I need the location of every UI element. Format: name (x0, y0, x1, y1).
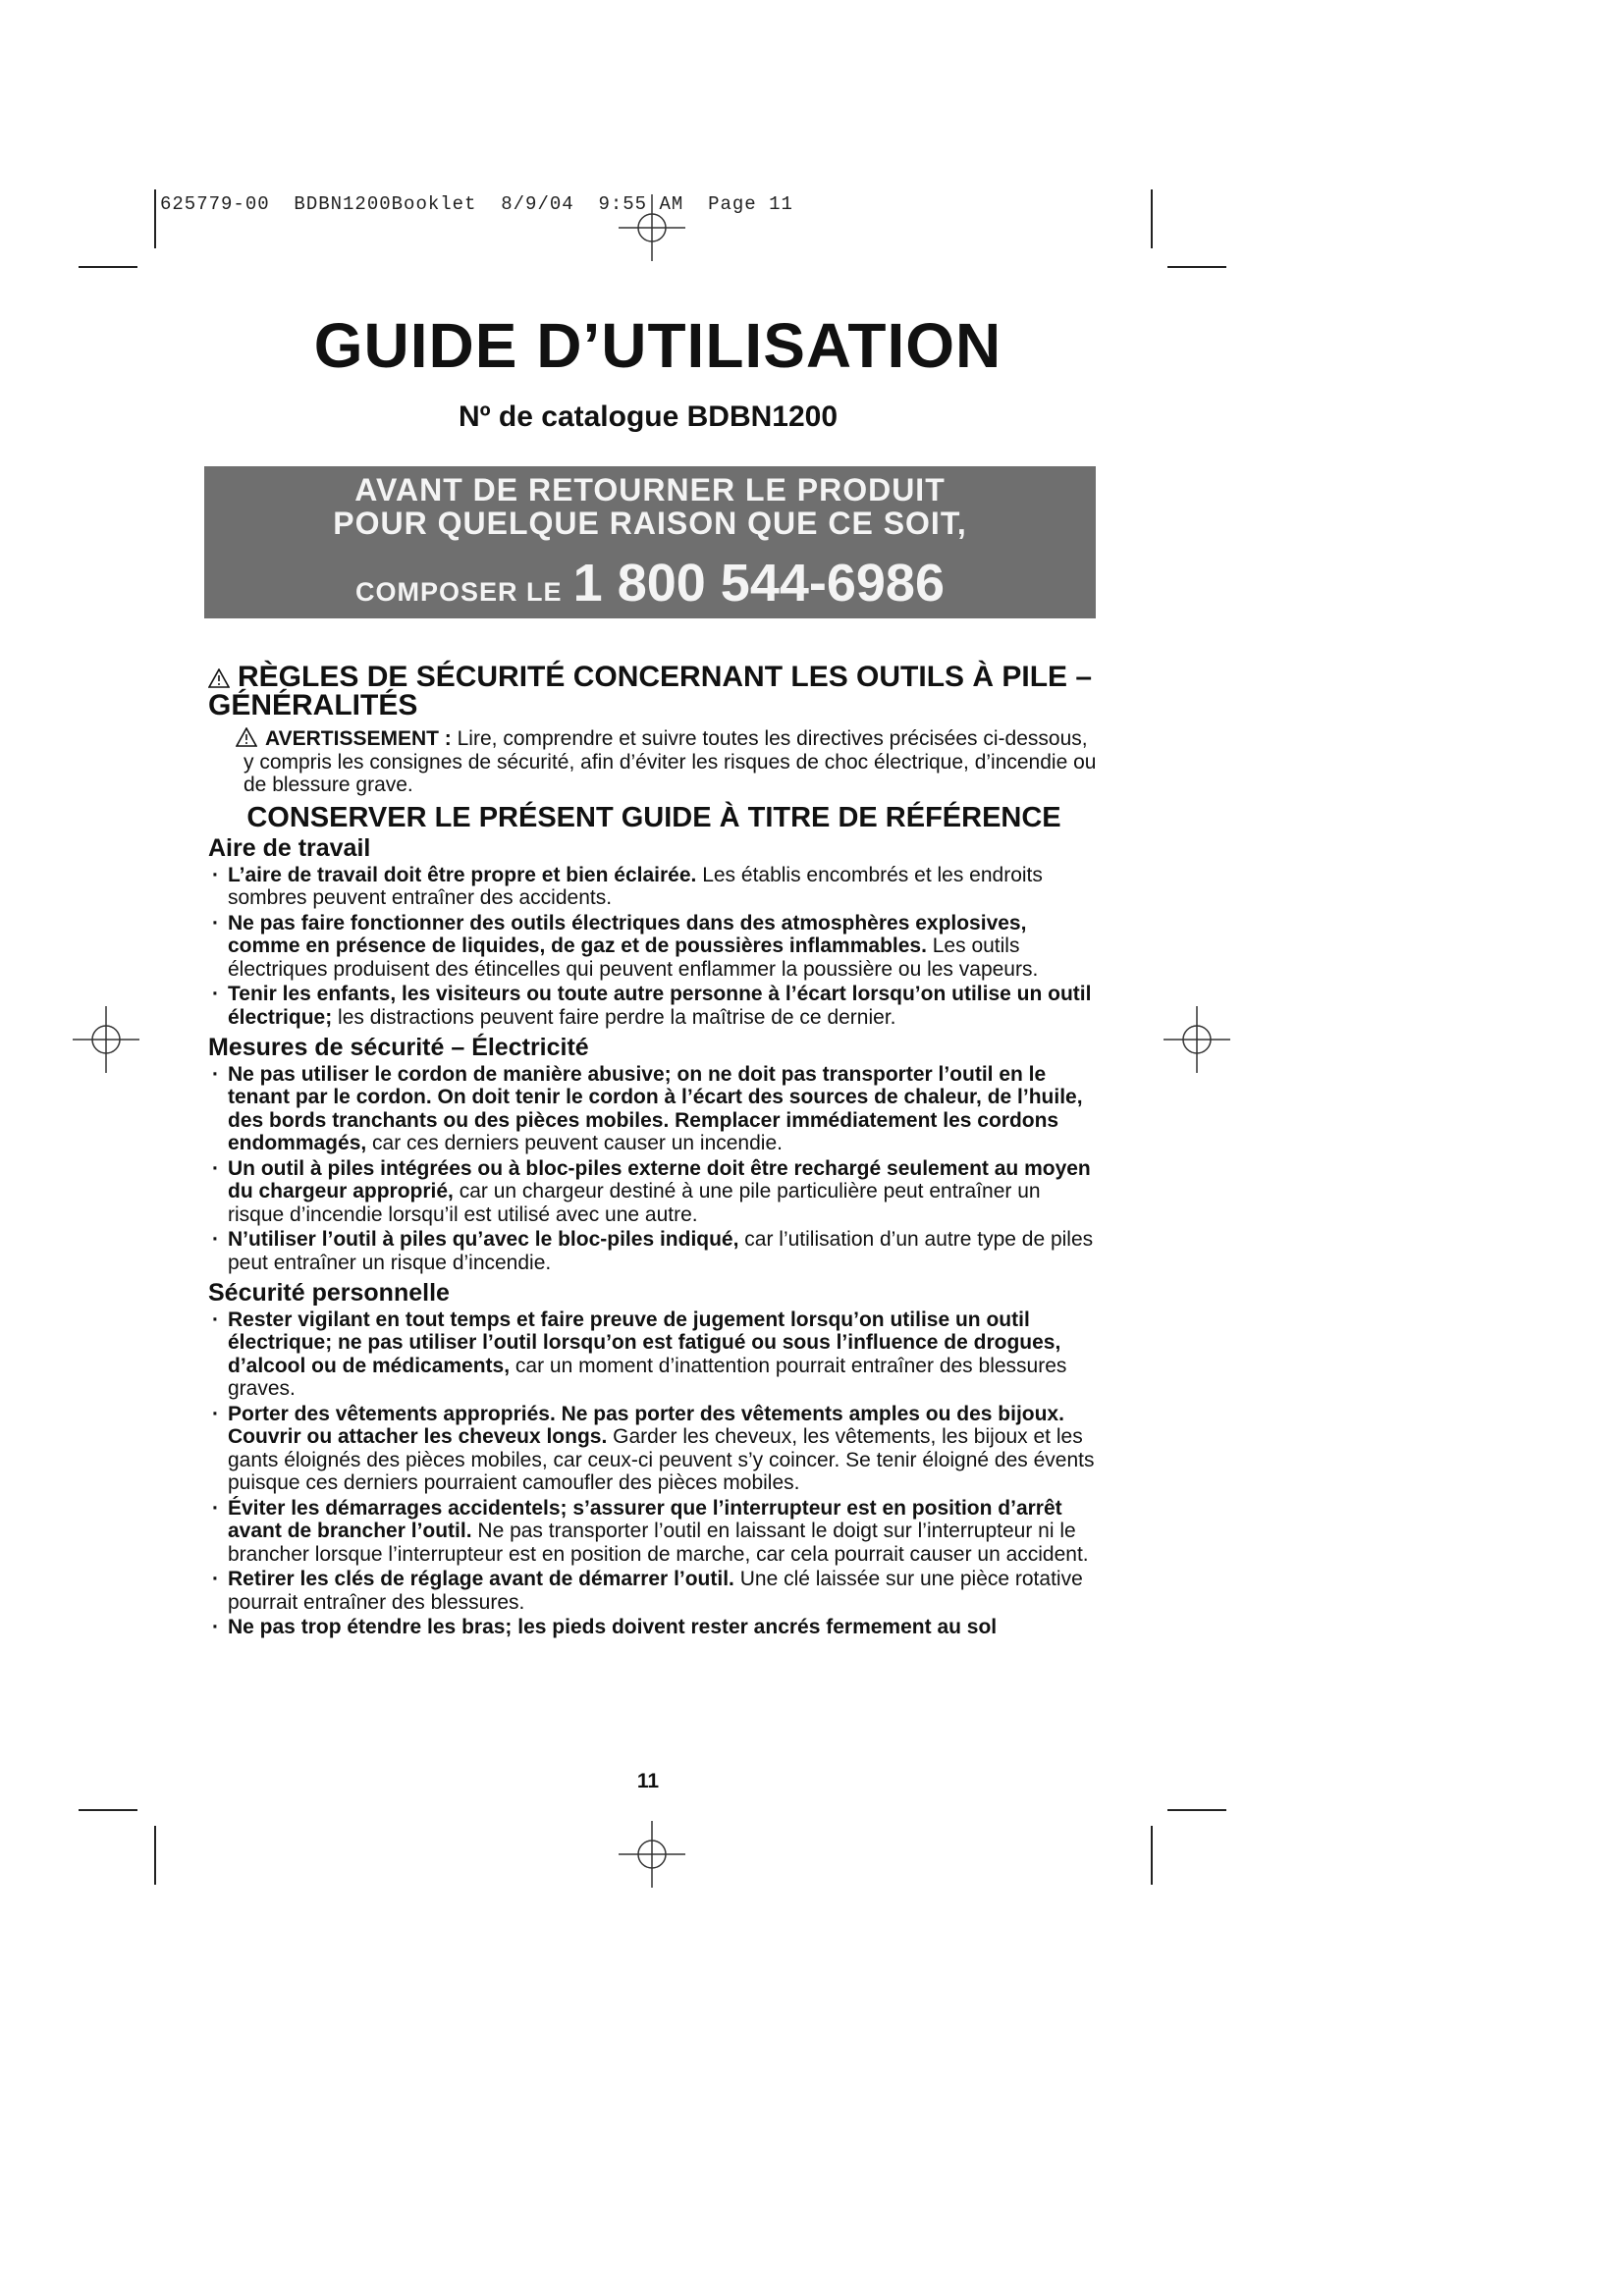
rule-bold: Un outil à piles intégrées ou à bloc-piles externe doit être rechargé seulement au moyen du chargeur approprié, (228, 1156, 1091, 1202)
banner-line-2: POUR QUELQUE RAISON QUE CE SOIT, (333, 506, 967, 541)
registration-mark-icon (71, 1004, 141, 1075)
rule-item (208, 1228, 1100, 1274)
warning-text: Lire, comprendre et suivre toutes les directives précisées ci-dessous, y compris les consignes de sécurité, afin d’éviter les risques de choc électrique, d’incendie ou de blessure grave. (244, 727, 1097, 796)
rule-list (208, 1063, 1100, 1275)
rule-item (208, 1497, 1100, 1567)
return-banner (204, 466, 1096, 618)
rule-item (208, 1157, 1100, 1227)
warning-triangle-icon (236, 727, 257, 747)
rule-item (208, 1403, 1100, 1495)
section-title: Mesures de sécurité – Électricité (208, 1034, 589, 1061)
rule-item (208, 864, 1100, 910)
rule-text: Une clé laissée sur une pièce rotative pourrait entraîner des blessures. (228, 1568, 1083, 1614)
rule-text: car un chargeur destiné à une pile particulière peut entraîner un risque d’incendie lorsqu’il est utilisé avec une autre. (228, 1180, 1041, 1226)
rule-item (208, 912, 1100, 982)
rule-bold: Rester vigilant en tout temps et faire preuve de jugement lorsqu’on utilise un outil électrique; ne pas utiliser l’outil lorsqu’on est fatigué ou sous l’influence de drogues, d’alcool ou de médicaments, (228, 1308, 1061, 1377)
rule-list (208, 1308, 1100, 1639)
section-personal-safety (208, 1279, 1100, 1639)
rules-heading-text: RÈGLES DE SÉCURITÉ CONCERNANT LES OUTILS À PILE – GÉNÉRALITÉS (208, 661, 1093, 721)
rule-item (208, 1063, 1100, 1155)
rule-item (208, 1616, 1100, 1639)
crop-mark (1167, 266, 1226, 268)
crop-mark (1151, 189, 1153, 248)
rule-bold: Éviter les démarrages accidentels; s’assurer que l’interrupteur est en position d’arrêt avant de brancher l’outil. (228, 1496, 1062, 1542)
rule-text: les distractions peuvent faire perdre la maîtrise de ce dernier. (332, 1005, 896, 1029)
catalog-number: Nº de catalogue BDBN1200 (458, 400, 839, 433)
rules-heading (208, 663, 1100, 720)
warning-label: AVERTISSEMENT : (265, 727, 452, 750)
section-title: Sécurité personnelle (208, 1279, 450, 1307)
page-title: GUIDE D’UTILISATION (313, 310, 1002, 381)
banner-compose: COMPOSER LE (355, 577, 563, 607)
rule-text: car ces derniers peuvent causer un incendie. (366, 1132, 783, 1154)
rule-item (208, 1308, 1100, 1401)
rule-bold: N’utiliser l’outil à piles qu’avec le bloc-piles indiqué, (228, 1228, 739, 1251)
rule-bold: Ne pas trop étendre les bras; les pieds doivent rester ancrés fermement au sol (228, 1616, 998, 1638)
section-electrical-safety (208, 1034, 1100, 1274)
page-number: 11 (636, 1770, 660, 1792)
rule-bold: L’aire de travail doit être propre et bien éclairée. (228, 863, 697, 886)
rule-text: Les établis encombrés et les endroits sombres peuvent entraîner des accidents. (228, 863, 1043, 909)
crop-mark (79, 266, 137, 268)
crop-mark (154, 189, 156, 248)
crop-mark (79, 1809, 137, 1811)
rule-text: Garder les cheveux, les vêtements, les bijoux et les gants éloignés des pièces mobiles, car ceux-ci peuvent s’y coincer. Se tenir éloigné des évents puisque ces derniers pourraient camoufler des pièces mobiles. (228, 1425, 1095, 1494)
warning-paragraph (236, 727, 1100, 797)
crop-mark (1167, 1809, 1226, 1811)
rule-text: car l’utilisation d’un autre type de piles peut entraîner un risque d’incendie. (228, 1228, 1094, 1274)
rule-item (208, 983, 1100, 1029)
banner-line-3 (204, 553, 1096, 614)
rule-text: Ne pas transporter l’outil en laissant le doigt sur l’interrupteur ni le brancher lorsque l’interrupteur est en position de marche, car cela pourrait causer un accident. (228, 1520, 1089, 1566)
registration-mark-icon (617, 1819, 687, 1890)
rule-bold: Ne pas utiliser le cordon de manière abusive; on ne doit pas transporter l’outil en le tenant par le cordon. On doit tenir le cordon à l’écart des sources de chaleur, de l’huile, des bords tranchants ou des pièces mobiles. Remplacer immédiatement les cordons endommagés, (228, 1062, 1083, 1154)
rule-list (208, 864, 1100, 1030)
printer-slug: 625779-00 BDBN1200Booklet 8/9/04 9:55 AM Page 11 (160, 193, 793, 215)
banner-phone: 1 800 544-6986 (572, 554, 945, 613)
section-title: Aire de travail (208, 834, 371, 862)
section-work-area (208, 834, 1100, 1029)
keep-guide-heading: CONSERVER LE PRÉSENT GUIDE À TITRE DE RÉFÉRENCE (246, 801, 1061, 833)
crop-mark (1151, 1826, 1153, 1885)
rule-bold: Ne pas faire fonctionner des outils électriques dans des atmosphères explosives, comme en présence de liquides, de gaz et de poussières inflammables. (228, 911, 1027, 957)
safety-rules (208, 663, 1100, 1641)
rule-item (208, 1568, 1100, 1614)
registration-mark-icon (617, 192, 687, 263)
rule-bold: Porter des vêtements appropriés. Ne pas porter des vêtements amples ou des bijoux. Couvrir ou attacher les cheveux longs. (228, 1402, 1064, 1448)
rule-text: car un moment d’inattention pourrait entraîner des blessures graves. (228, 1354, 1067, 1400)
rule-text: Les outils électriques produisent des étincelles qui peuvent enflammer la poussière ou les vapeurs. (228, 934, 1039, 981)
registration-mark-icon (1162, 1004, 1232, 1075)
banner-line-1: AVANT DE RETOURNER LE PRODUIT (354, 472, 946, 507)
rule-bold: Tenir les enfants, les visiteurs ou toute autre personne à l’écart lorsqu’on utilise un outil électrique; (228, 983, 1092, 1029)
crop-mark (154, 1826, 156, 1885)
warning-triangle-icon (208, 668, 230, 688)
rule-bold: Retirer les clés de réglage avant de démarrer l’outil. (228, 1568, 734, 1590)
